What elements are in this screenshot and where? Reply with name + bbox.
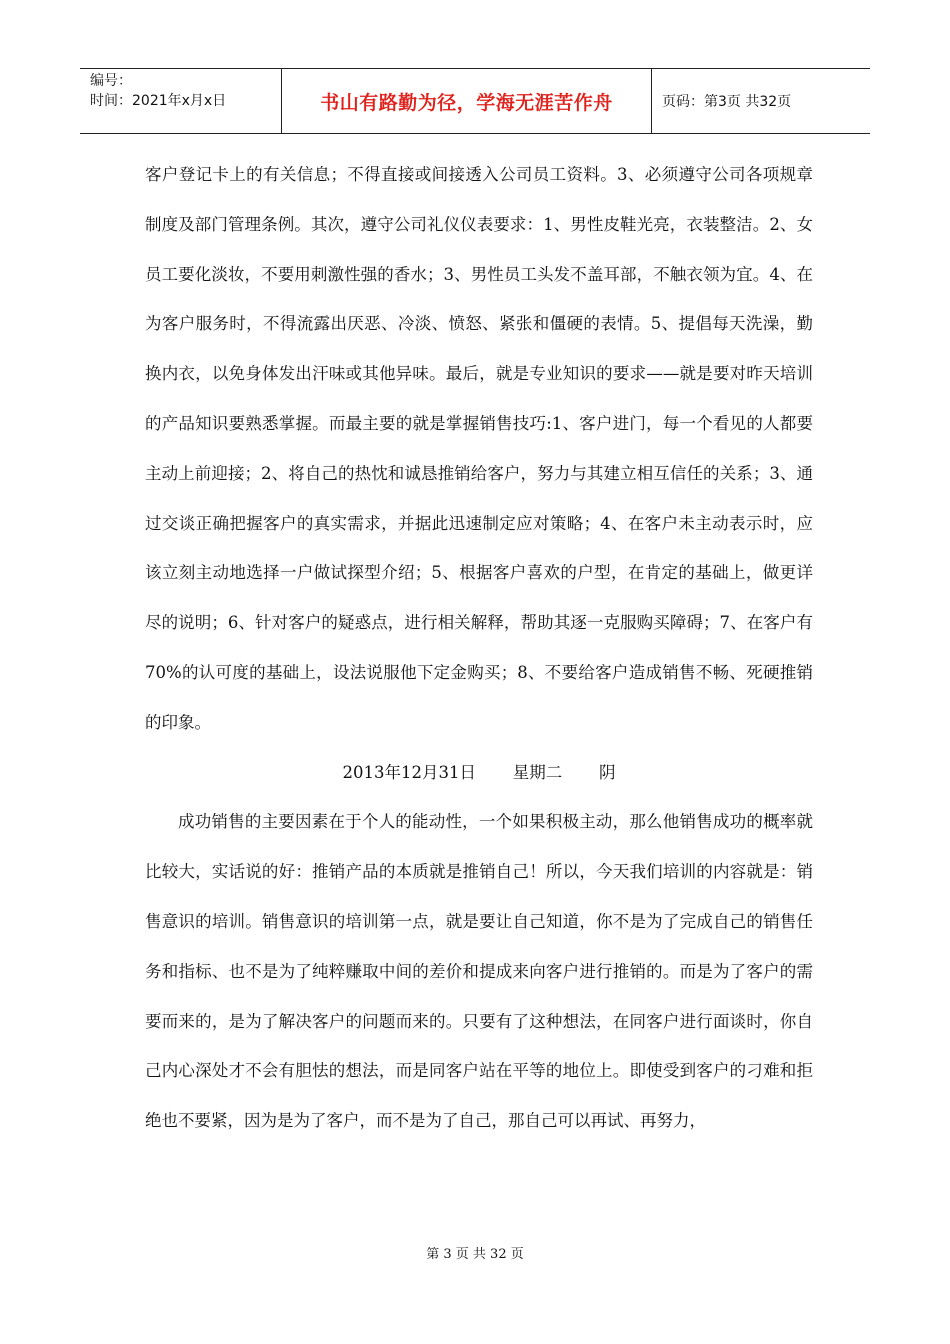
diary-date-line: 2013年12月31日 星期二 阴 [342,762,616,782]
header-meta [80,69,282,133]
body-paragraph-2: 成功销售的主要因素在于个人的能动性，一个如果积极主动，那么他销售成功的概率就比较大，实话说的好：推销产品的本质就是推销自己！所以，今天我们培训的内容就是：销售意识的培训。销售意识的培训第一点，就是要让自己知道，你不是为了完成自己的销售任务和指标、也不是为了纯粹赚取中间的差价和提成来向客户进行推销的。而是为了客户的需要而来的，是为了解决客户的问题而来的。只要有了这种想法，在同客户进行面谈时，你自己内心深处才不会有胆怯的想法，而是同客户站在平等的地位上。即使受到客户的刁难和拒绝也不要紧，因为是为了客户，而不是为了自己，那自己可以再试、再努力， [145,812,813,1131]
document-header [80,68,870,134]
document-number-label: 编号： [90,73,132,89]
document-body [145,150,813,1146]
document-time-label: 时间：2021年x月x日 [90,93,227,109]
header-page-code: 页码：第3页 共32页 [662,94,792,110]
page-footer: 第 3 页 共 32 页 [426,1247,524,1262]
header-motto: 书山有路勤为径，学海无涯苦作舟 [282,69,652,133]
body-paragraph-1: 客户登记卡上的有关信息；不得直接或间接透入公司员工资料。3、必须遵守公司各项规章制度及部门管理条例。其次，遵守公司礼仪仪表要求：1、男性皮鞋光亮，衣装整洁。2、女员工要化淡妆，不要用刺激性强的香水；3、男性员工头发不盖耳部，不触衣领为宜。4、在为客户服务时，不得流露出厌恶、冷淡、愤怒、紧张和僵硬的表情。5、提倡每天洗澡，勤换内衣，以免身体发出汗味或其他异味。最后，就是专业知识的要求——就是要对昨天培训的产品知识要熟悉掌握。而最主要的就是掌握销售技巧:1、客户进门，每一个看见的人都要主动上前迎接；2、将自己的热忱和诚恳推销给客户，努力与其建立相互信任的关系；3、通过交谈正确把握客户的真实需求，并据此迅速制定应对策略；4、在客户未主动表示时，应该立刻主动地选择一户做试探型介绍；5、根据客户喜欢的户型，在肯定的基础上，做更详尽的说明；6、针对客户的疑惑点，进行相关解释，帮助其逐一克服购买障碍；7、在客户有70%的认可度的基础上，设法说服他下定金购买；8、不要给客户造成销售不畅、死硬推销的印象。 [145,165,813,732]
